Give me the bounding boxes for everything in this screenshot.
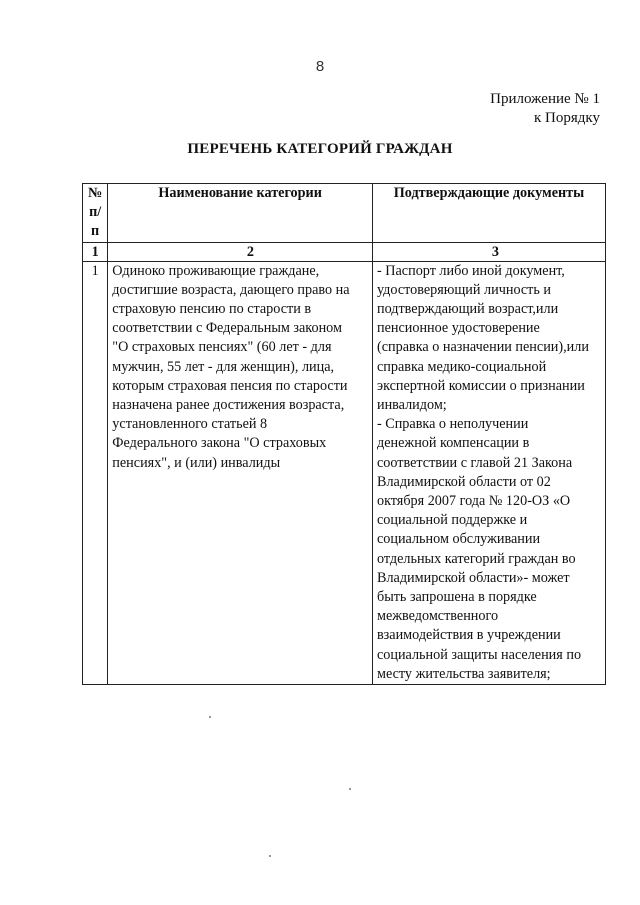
documents-line: (справка о назначении пенсии),или (376, 339, 589, 356)
category-name-line: "О страховых пенсиях" (60 лет - для (112, 339, 332, 356)
documents-line: межведомственного (376, 608, 499, 625)
documents-line: экспертной комиссии о признании (376, 377, 585, 394)
categories-table (82, 183, 606, 685)
table-header-row (83, 184, 606, 243)
appendix-reference (490, 90, 600, 128)
document-title: ПЕРЕЧЕНЬ КАТЕГОРИЙ ГРАЖДАН (187, 141, 453, 157)
scan-speck (349, 788, 351, 790)
scan-speck (209, 716, 211, 718)
header-number-line-2: п/п (89, 204, 102, 240)
documents-line: подтверждающий возраст,или (376, 301, 559, 318)
table-row (83, 261, 606, 684)
category-name-line: установленного статьей 8 (112, 416, 268, 433)
category-name-line: пенсиях", и (или) инвалиды (112, 454, 281, 471)
category-name-line: достигшие возраста, дающего право на (112, 281, 350, 298)
category-name-cell (108, 261, 373, 684)
documents-line: быть запрошена в порядке (376, 589, 537, 606)
documents-line: - Паспорт либо иной документ, (376, 262, 565, 279)
documents-line: взаимодействия в учреждении (376, 627, 561, 644)
documents-line: октября 2007 года № 120-ОЗ «О (376, 493, 571, 510)
documents-line: инвалидом; (376, 397, 447, 414)
documents-line: Владимирской области»- может (376, 569, 570, 586)
column-number-2: 2 (108, 242, 373, 261)
header-category-name: Наименование категории (108, 184, 373, 243)
category-name-line: страховую пенсию по старости в (112, 301, 312, 318)
documents-line: отдельных категорий граждан во (376, 550, 576, 567)
documents-line: социальном обслуживании (376, 531, 541, 548)
documents-line: денежной компенсации в (376, 435, 530, 452)
category-name-line: Федерального закона "О страховых (112, 435, 327, 452)
documents-line: социальной защиты населения по (376, 646, 582, 663)
row-number: 1 (83, 261, 108, 684)
documents-line: месту жительства заявителя; (376, 665, 551, 682)
appendix-line-2: к Порядку (534, 110, 600, 126)
category-name-line: Одиноко проживающие граждане, (112, 262, 320, 279)
documents-line: - Справка о неполучении (376, 416, 529, 433)
documents-line: соответствии с главой 21 Закона (376, 454, 573, 471)
header-number-line-1: № (88, 185, 103, 201)
header-number (83, 184, 108, 243)
column-number-row (83, 242, 606, 261)
documents-cell (372, 261, 605, 684)
documents-line: социальной поддержке и (376, 512, 528, 529)
column-number-1: 1 (83, 242, 108, 261)
scan-speck (269, 855, 271, 857)
page-number: 8 (315, 58, 325, 75)
category-name-line: мужчин, 55 лет - для женщин), лица, (112, 358, 335, 375)
documents-line: пенсионное удостоверение (376, 320, 540, 337)
documents-line: Владимирской области от 02 (376, 473, 551, 490)
column-number-3: 3 (372, 242, 605, 261)
category-name-line: соответствии с Федеральным законом (112, 320, 342, 337)
appendix-line-1: Приложение № 1 (490, 91, 600, 107)
documents-line: справка медико-социальной (376, 358, 547, 375)
category-name-line: которым страховая пенсия по старости (112, 377, 348, 394)
header-documents: Подтверждающие документы (372, 184, 605, 243)
category-name-line: назначена ранее достижения возраста, (112, 397, 345, 414)
documents-line: удостоверяющий личность и (376, 281, 551, 298)
